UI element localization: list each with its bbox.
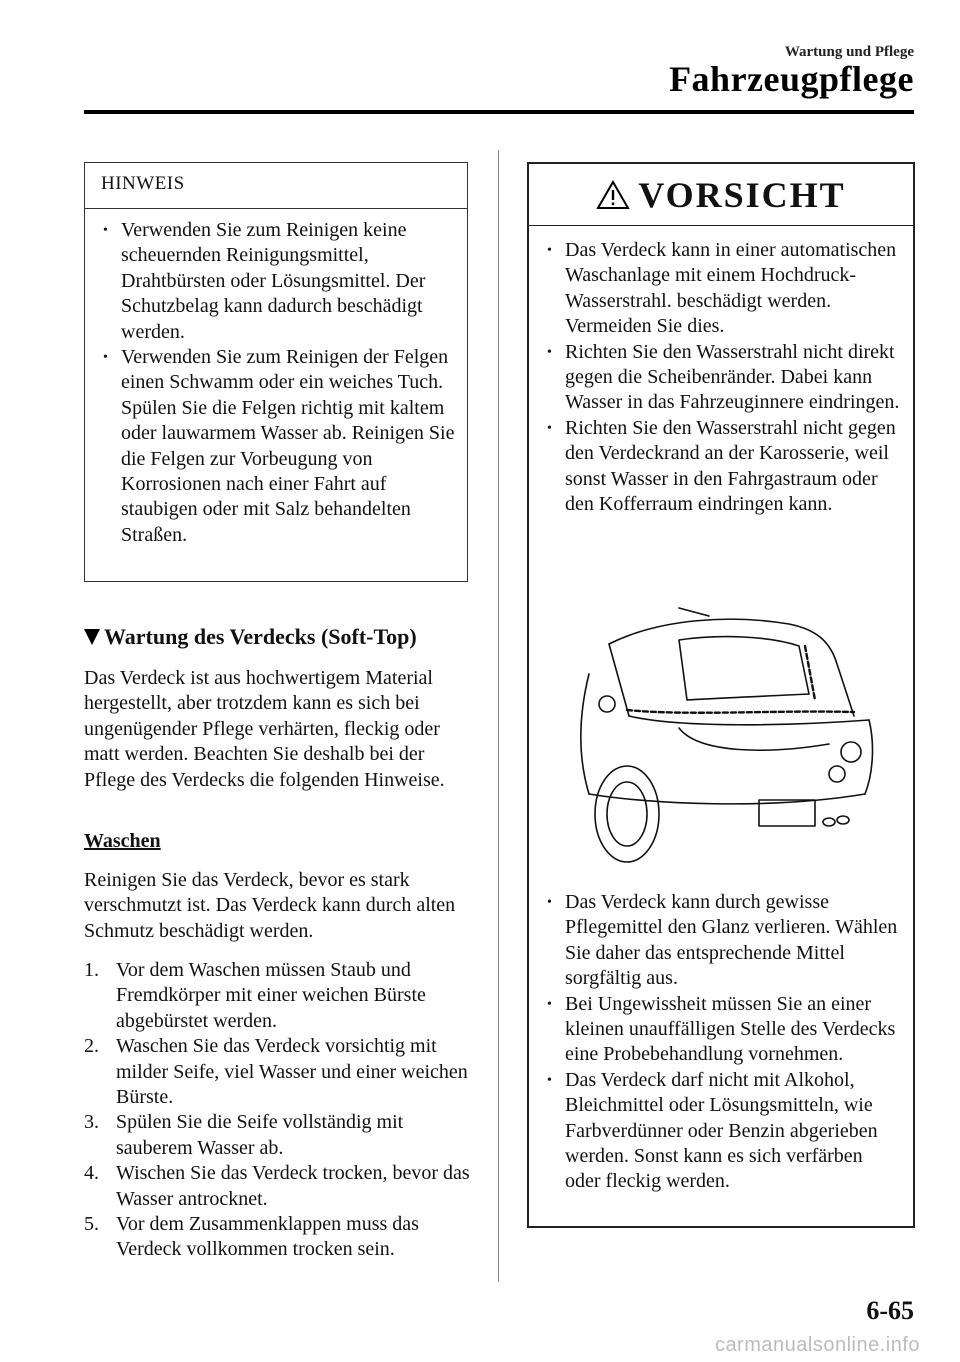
wash-step (84, 1212, 474, 1263)
caution-item: • Das Verdeck kann durch gewisse Pflegemittel den Glanz verlieren. Wählen Sie daher das entsprechende Mittel sorgfältig aus. (529, 890, 903, 992)
caution-header (529, 164, 913, 226)
note-item: • Verwenden Sie zum Reinigen der Felgen einen Schwamm oder ein weiches Tuch. Spülen Sie die Felgen richtig mit kaltem oder lauwarmem Wasser ab. Reinigen Sie die Felgen zur Vorbeugung von Korrosionen nach einer Fahrt auf staubigen oder mit Salz behandelten Straßen. (85, 345, 457, 548)
step-number: 4. (84, 1162, 99, 1185)
step-text: Vor dem Waschen müssen Staub und Fremdkörper mit einer weichen Bürste abgebürstet werden. (116, 959, 426, 1032)
watermark: carmanualsonline.info (714, 1334, 920, 1356)
caution-title: VORSICHT (638, 174, 846, 215)
note-box-title: HINWEIS (85, 163, 467, 209)
page-number: 6-65 (866, 1296, 914, 1325)
column-divider (498, 150, 499, 1282)
wash-step (84, 1110, 474, 1161)
wash-step (84, 958, 474, 1034)
convertible-rear-illustration (569, 604, 879, 874)
subheading-waschen: Waschen (84, 830, 161, 852)
triangle-bullet-icon (84, 629, 100, 645)
step-number: 5. (84, 1213, 99, 1236)
step-number: 2. (84, 1035, 99, 1058)
caution-item: • Richten Sie den Wasserstrahl nicht gegen den Verdeckrand an der Karosserie, weil sonst Wasser in den Fahrgastraum oder den Kofferraum eindringen kann. (529, 416, 903, 518)
step-number: 3. (84, 1111, 99, 1134)
step-text: Waschen Sie das Verdeck vorsichtig mit milder Seife, viel Wasser und einer weichen Bürste. (116, 1035, 468, 1109)
caution-box (527, 162, 915, 1228)
header-rule (84, 110, 914, 114)
note-list (85, 209, 467, 548)
step-text: Vor dem Zusammenklappen muss das Verdeck vollkommen trocken sein. (116, 1213, 419, 1261)
wash-step (84, 1034, 474, 1110)
note-item: • Verwenden Sie zum Reinigen keine scheuernden Reinigungsmittel, Drahtbürsten oder Lösungsmittel. Der Schutzbelag kann dadurch beschädigt werden. (85, 218, 457, 345)
step-text: Spülen Sie die Seife vollständig mit sauberem Wasser ab. (116, 1111, 404, 1159)
step-text: Wischen Sie das Verdeck trocken, bevor das Wasser antrocknet. (116, 1162, 470, 1210)
header-section-label: Wartung und Pflege (784, 44, 914, 60)
wash-steps (84, 958, 474, 1263)
wash-intro: Reinigen Sie das Verdeck, bevor es stark verschmutzt ist. Das Verdeck kann durch alten Schmutz beschädigt werden. (84, 869, 456, 942)
note-box (84, 162, 468, 582)
section-heading-text: Wartung des Verdecks (Soft-Top) (104, 624, 417, 649)
caution-item: • Das Verdeck darf nicht mit Alkohol, Bleichmittel oder Lösungsmitteln, wie Farbverdünner oder Benzin abgerieben werden. Sonst kann es sich verfärben oder fleckig werden. (529, 1068, 903, 1195)
caution-item: • Richten Sie den Wasserstrahl nicht direkt gegen die Scheibenränder. Dabei kann Wasser in das Fahrzeuginnere eindringen. (529, 340, 903, 416)
wash-step (84, 1161, 474, 1212)
section-intro: Das Verdeck ist aus hochwertigem Material hergestellt, aber trotzdem kann es sich bei ungenügender Pflege verhärten, fleckig oder matt werden. Beachten Sie deshalb bei der Pflege des Verdecks die folgenden Hinweise. (84, 667, 445, 791)
step-number: 1. (84, 959, 99, 981)
warning-triangle-icon (596, 180, 630, 210)
caution-item: • Bei Ungewissheit müssen Sie an einer kleinen unauffälligen Stelle des Verdecks eine Probebehandlung vornehmen. (529, 992, 903, 1068)
caution-list-bottom (529, 890, 913, 1195)
caution-item: • Das Verdeck kann in einer automatischen Waschanlage mit einem Hochdruck-Wasserstrahl. beschädigt werden. Vermeiden Sie dies. (529, 238, 903, 340)
page-title: Fahrzeugpflege (669, 59, 914, 99)
section-heading (84, 624, 417, 650)
caution-list-top (529, 226, 913, 517)
